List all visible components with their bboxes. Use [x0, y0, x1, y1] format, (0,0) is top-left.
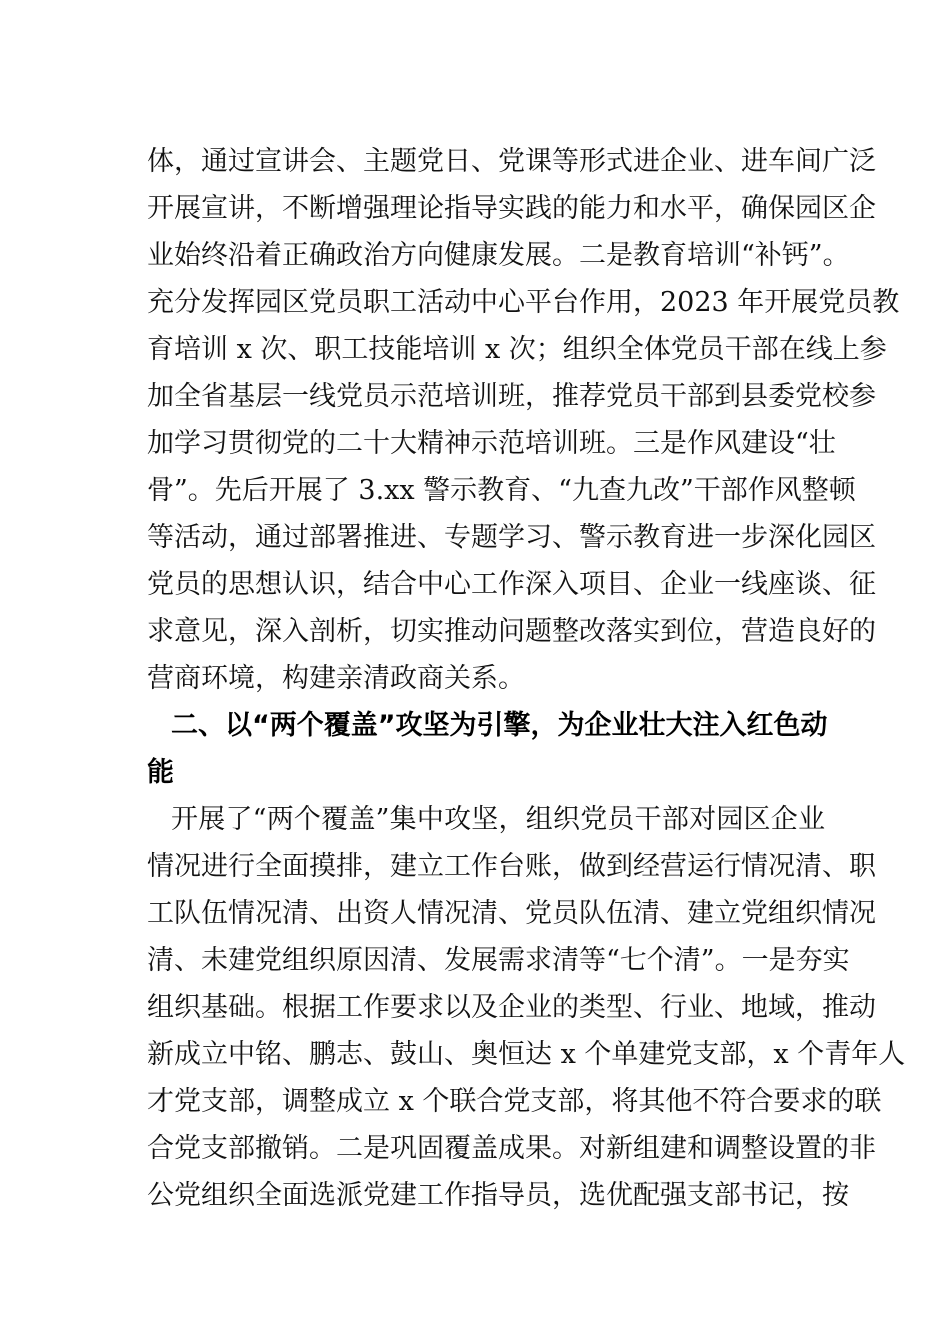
paragraph-line: 合党支部撤销。二是巩固覆盖成果。对新组建和调整设置的非: [147, 1133, 876, 1164]
paragraph-line: 工队伍情况清、出资人情况清、党员队伍清、建立党组织情况: [147, 898, 876, 929]
paragraph-line: 开展宣讲，不断增强理论指导实践的能力和水平，确保园区企: [147, 193, 876, 224]
paragraph-line: 才党支部，调整成立 x 个联合党支部，将其他不符合要求的联: [147, 1086, 882, 1117]
paragraph-line: 加学习贯彻党的二十大精神示范培训班。三是作风建设“壮: [147, 428, 836, 459]
paragraph-line: 营商环境，构建亲清政商关系。: [147, 663, 525, 694]
paragraph-line: 组织基础。根据工作要求以及企业的类型、行业、地域，推动: [147, 992, 876, 1023]
paragraph-line: 骨”。先后开展了 3.xx 警示教育、“九查九改”干部作风整顿: [147, 475, 856, 506]
paragraph-line: 等活动，通过部署推进、专题学习、警示教育进一步深化园区: [147, 522, 876, 553]
paragraph-line: 体，通过宣讲会、主题党日、党课等形式进企业、进车间广泛: [147, 146, 876, 177]
paragraph-line: 党员的思想认识，结合中心工作深入项目、企业一线座谈、征: [147, 569, 876, 600]
paragraph-line: 情况进行全面摸排，建立工作台账，做到经营运行情况清、职: [147, 851, 876, 882]
section-heading: 二、以“两个覆盖”攻坚为引擎，为企业壮大注入红色动: [171, 710, 828, 741]
paragraph-line: 开展了“两个覆盖”集中攻坚，组织党员干部对园区企业: [171, 804, 825, 835]
paragraph-line: 新成立中铭、鹏志、鼓山、奥恒达 x 个单建党支部，x 个青年人: [147, 1039, 906, 1070]
paragraph-line: 加全省基层一线党员示范培训班，推荐党员干部到县委党校参: [147, 381, 876, 412]
paragraph-line: 业始终沿着正确政治方向健康发展。二是教育培训“补钙”。: [147, 240, 850, 271]
paragraph-line: 求意见，深入剖析，切实推动问题整改落实到位，营造良好的: [147, 616, 876, 647]
paragraph-line: 清、未建党组织原因清、发展需求清等“七个清”。一是夯实: [147, 945, 850, 976]
paragraph-line: 充分发挥园区党员职工活动中心平台作用，2023 年开展党员教: [147, 287, 900, 318]
paragraph-line: 公党组织全面选派党建工作指导员，选优配强支部书记，按: [147, 1180, 849, 1211]
section-heading: 能: [147, 757, 174, 788]
paragraph-line: 育培训 x 次、职工技能培训 x 次；组织全体党员干部在线上参: [147, 334, 887, 365]
